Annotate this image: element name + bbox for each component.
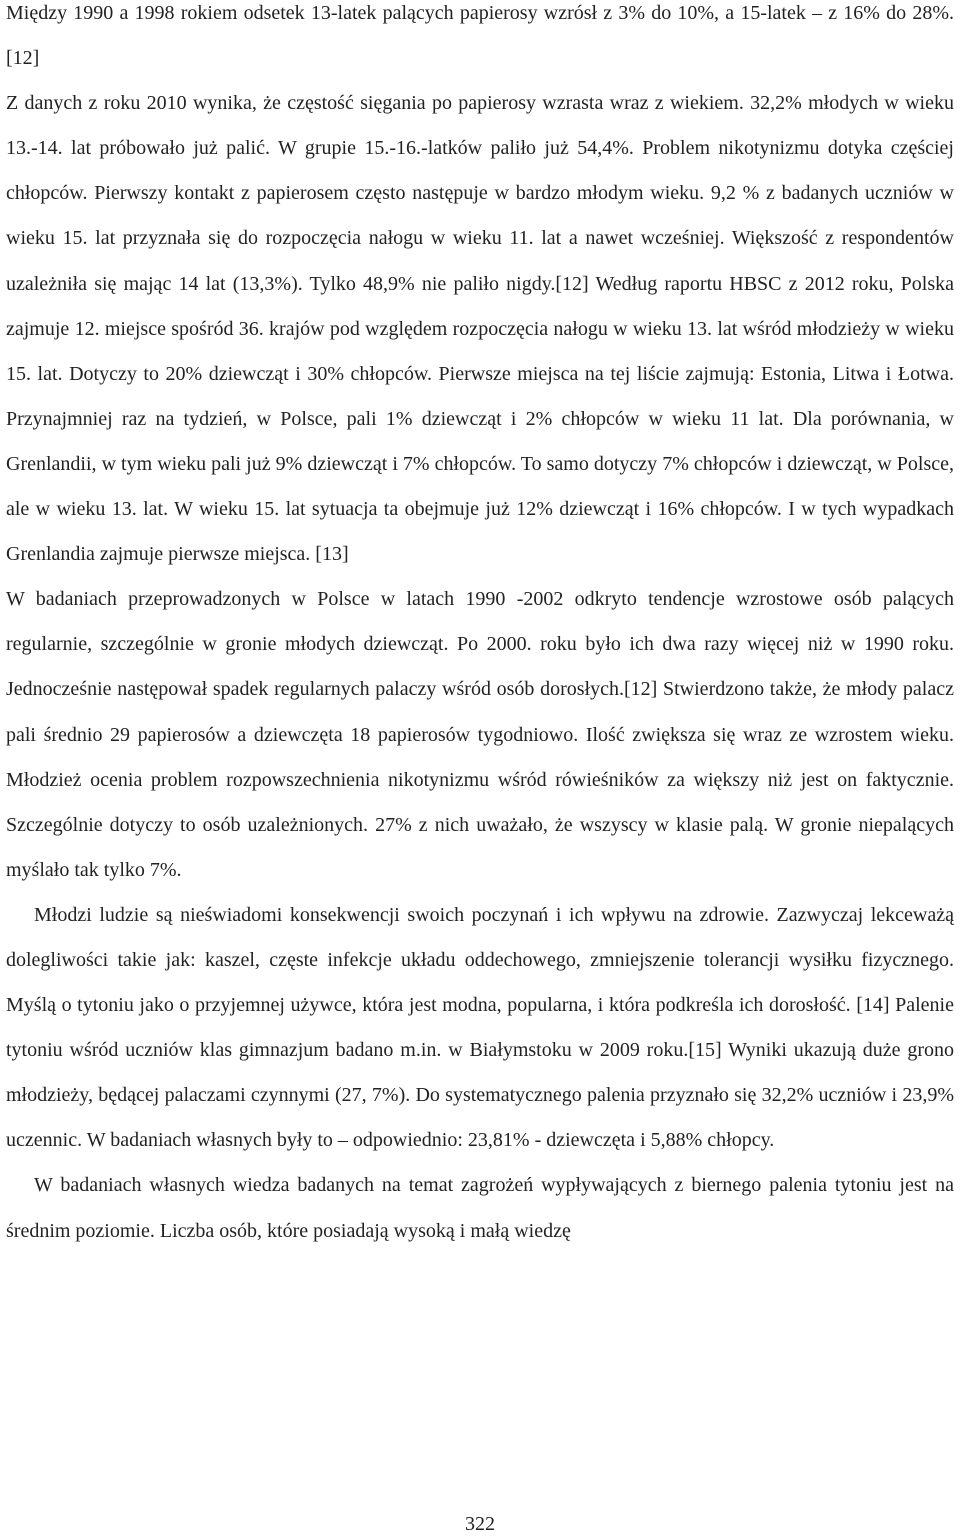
paragraph-4: Młodzi ludzie są nieświadomi konsekwencji swoich poczynań i ich wpływu na zdrowie. Zazwyczaj lekceważą dolegliwości takie jak: kaszel, częste infekcje układu oddechowego, zmniejszenie tolerancji wysiłku fizycznego. Myślą o tytoniu jako o przyjemnej używce, która jest modna, popularna, i która podkreśla ich dorosłość. [14] Palenie tytoniu wśród uczniów klas gimnazjum badano m.in. w Białymstoku w 2009 roku.[15] Wyniki ukazują duże grono młodzieży, będącej palaczami czynnymi (27, 7%). Do systematycznego palenia przyznało się 32,2% uczniów i 23,9% uczennic. W badaniach własnych były to – odpowiednio: 23,81% - dziewczęta i 5,88% chłopcy.: [6, 903, 954, 1152]
paragraph-1: Między 1990 a 1998 rokiem odsetek 13-latek palących papierosy wzrósł z 3% do 10%, a 15-latek – z 16% do 28%. [12]: [6, 2, 954, 70]
page-number: 322: [465, 1513, 495, 1535]
paragraph-2: Z danych z roku 2010 wynika, że częstość sięgania po papierosy wzrasta wraz z wiekiem. 32,2% młodych w wieku 13.-14. lat próbowało już palić. W grupie 15.-16.-latków paliło już 54,4%. Problem nikotynizmu dotyka częściej chłopców. Pierwszy kontakt z papierosem często następuje w bardzo młodym wieku. 9,2 % z badanych uczniów w wieku 15. lat przyznała się do rozpoczęcia nałogu w wieku 11. lat a nawet wcześniej. Większość z respondentów uzależniła się mając 14 lat (13,3%). Tylko 48,9% nie paliło nigdy.[12] Według raportu HBSC z 2012 roku, Polska zajmuje 12. miejsce spośród 36. krajów pod względem rozpoczęcia nałogu w wieku 13. lat wśród młodzieży w wieku 15. lat. Dotyczy to 20% dziewcząt i 30% chłopców. Pierwsze miejsca na tej liście zajmują: Estonia, Litwa i Łotwa. Przynajmniej raz na tydzień, w Polsce, pali 1% dziewcząt i 2% chłopców w wieku 11 lat. Dla porównania, w Grenlandii, w tym wieku pali już 9% dziewcząt i 7% chłopców. To samo dotyczy 7% chłopców i dziewcząt, w Polsce, ale w wieku 13. lat. W wieku 15. lat sytuacja ta obejmuje już 12% dziewcząt i 16% chłopców. I w tych wypadkach Grenlandia zajmuje pierwsze miejsca. [13]: [6, 92, 954, 566]
paragraph-3: W badaniach przeprowadzonych w Polsce w latach 1990 -2002 odkryto tendencje wzrostowe osób palących regularnie, szczególnie w gronie młodych dziewcząt. Po 2000. roku było ich dwa razy więcej niż w 1990 roku. Jednocześnie następował spadek regularnych palaczy wśród osób dorosłych.[12] Stwierdzono także, że młody palacz pali średnio 29 papierosów a dziewczęta 18 papierosów tygodniowo. Ilość zwiększa się wraz ze wzrostem wieku. Młodzież ocenia problem rozpowszechnienia nikotynizmu wśród rówieśników za większy niż jest on faktycznie. Szczególnie dotyczy to osób uzależnionych. 27% z nich uważało, że wszyscy w klasie palą. W gronie niepalących myślało tak tylko 7%.: [6, 588, 954, 881]
document-page: [6, 0, 954, 1537]
paragraph-5: W badaniach własnych wiedza badanych na temat zagrożeń wypływających z biernego palenia tytoniu jest na średnim poziomie. Liczba osób, które posiadają wysoką i małą wiedzę: [6, 1174, 954, 1242]
